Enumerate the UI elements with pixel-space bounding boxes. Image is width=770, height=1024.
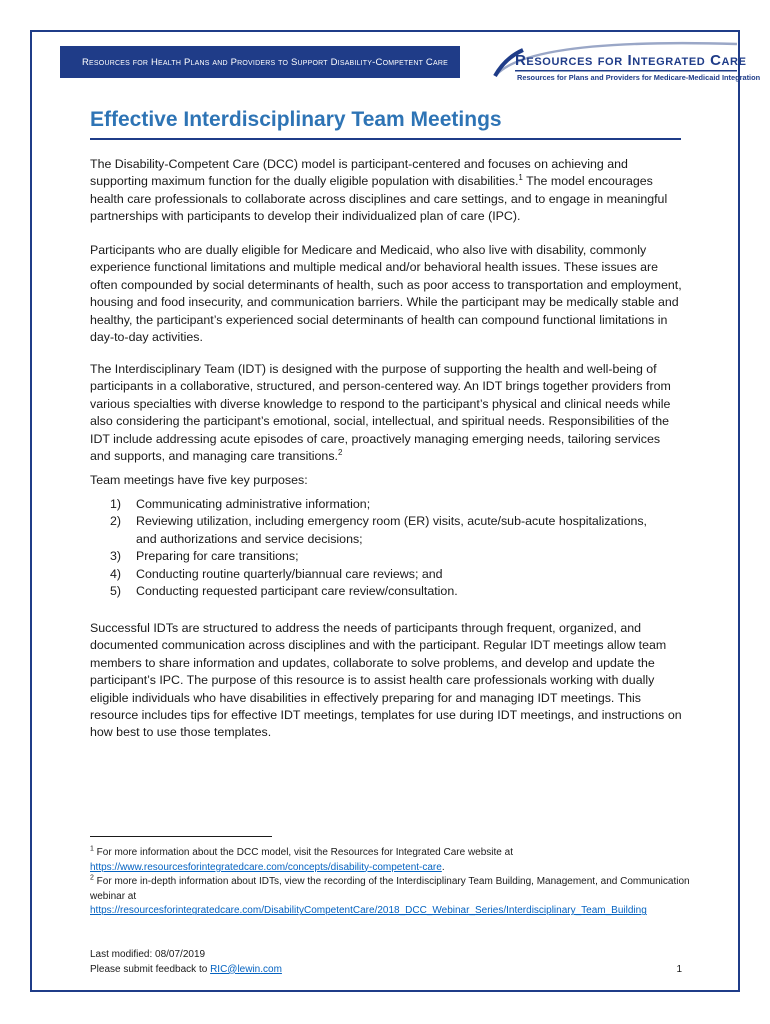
idt-webinar-link[interactable]: https://resourcesforintegratedcare.com/DisabilityCompetentCare/2018_DCC_Webinar_Series/Interdisciplinary_Team_Building	[90, 905, 647, 917]
list-item-number: 3)	[110, 549, 122, 564]
last-modified: Last modified: 08/07/2019	[90, 949, 206, 960]
header-banner	[60, 46, 460, 78]
logo-subtitle: Resources for Plans and Providers for Medicare-Medicaid Integration	[517, 73, 761, 82]
purposes-intro	[90, 472, 682, 489]
footnote-2-number: 2	[90, 874, 94, 882]
paragraph-dcc-model	[90, 156, 682, 226]
dcc-model-link[interactable]: https://www.resourcesforintegratedcare.com/concepts/disability-competent-care	[90, 861, 442, 873]
footnote-ref-2[interactable]: 2	[337, 447, 343, 457]
list-item	[110, 548, 670, 565]
footnote-divider	[90, 836, 272, 837]
list-item-number: 2)	[110, 514, 122, 529]
list-item-text: Reviewing utilization, including emergency room (ER) visits, acute/sub-acute hospitalizations, and authorizations and service decisions;	[136, 514, 648, 546]
purposes-list	[110, 496, 670, 600]
ric-logo	[493, 40, 761, 88]
footnote-1-end: .	[441, 861, 445, 873]
paragraph-successful-idts	[90, 620, 682, 742]
footnote-1	[90, 846, 690, 875]
list-item-text: Preparing for care transitions;	[136, 549, 299, 564]
footnote-2-text: For more in-depth information about IDTs, view the recording of the Interdisciplinary Team Building, Management, and Communication webinar at	[90, 876, 690, 902]
title-divider	[90, 138, 681, 140]
p3-text: The Interdisciplinary Team (IDT) is designed with the purpose of supporting the health and well-being of participants in a collaborative, structured, and person-centered way. An IDT brings together providers from various specialties with diverse knowledge to respond to the participant’s physical and clinical needs while also considering the participant’s emotional, social, intellectual, and spiritual needs. Responsibilities of the IDT include addressing acute episodes of care, proactively managing emerging needs, tailoring services and supports, and managing care transitions.	[90, 362, 671, 464]
list-item	[110, 566, 670, 583]
paragraph-participants	[90, 242, 682, 346]
footnotes	[90, 846, 690, 919]
footnote-2	[90, 875, 690, 904]
list-item-number: 5)	[110, 584, 122, 599]
list-item-number: 1)	[110, 497, 122, 511]
p4-text: Successful IDTs are structured to address the needs of participants through frequent, organized, and documented communication across disciplines and with the participant. Regular IDT meetings allow team members to share information and updates, collaborate to solve problems, and develop and update the participant’s IPC. The purpose of this resource is to assist health care professionals working with dually eligible individuals who have disabilities in effectively preparing for and managing IDT meetings. This resource includes tips for effective IDT meetings, templates for use during IDT meetings, and instructions on how best to use those templates.	[90, 621, 682, 740]
footnote-1-number: 1	[90, 845, 94, 853]
feedback-email-link[interactable]: RIC@lewin.com	[210, 963, 282, 975]
list-item-text: Communicating administrative information;	[136, 497, 371, 511]
page-number: 1	[676, 963, 682, 975]
paragraph-idt	[90, 361, 682, 465]
p1-rest-text: The model encourages health care professionals to collaborate across disciplines and care settings, and to engage in meaningful partnerships with participants to develop their individualized plan of care (IPC).	[90, 174, 668, 224]
list-item	[110, 583, 670, 600]
list-item-text: Conducting routine quarterly/biannual care reviews; and	[136, 566, 443, 581]
logo-title: Resources for Integrated Care	[515, 52, 747, 69]
list-item	[110, 513, 670, 548]
footnote-1-text: For more information about the DCC model, visit the Resources for Integrated Care website at	[93, 847, 513, 858]
page-title: Effective Interdisciplinary Team Meetings	[90, 108, 502, 131]
page-footer	[90, 948, 682, 977]
purposes-intro-text: Team meetings have five key purposes:	[90, 473, 308, 487]
list-item-text: Conducting requested participant care review/consultation.	[136, 584, 458, 599]
list-item	[110, 496, 670, 513]
list-item-number: 4)	[110, 566, 122, 581]
feedback-prefix: Please submit feedback to	[90, 963, 211, 975]
header-banner-text: Resources for Health Plans and Providers to Support Disability-Competent Care	[82, 56, 448, 68]
footnote-ref-1[interactable]: 1	[518, 173, 523, 183]
p1-text: The Disability-Competent Care (DCC) model is participant-centered and focuses on achieving and supporting maximum function for the dually eligible population with disabilities.	[90, 157, 628, 189]
p2-text: Participants who are dually eligible for Medicare and Medicaid, who also live with disability, commonly experience functional limitations and multiple medical and/or behavioral health issues. These issues are often compounded by social determinants of health, such as poor access to transportation and employment, housing and food insecurity, and communication barriers. While the participant may be medically stable and healthy, the participant’s experienced social determinants of health can compound functional limitations in day-to-day activities.	[90, 243, 682, 345]
